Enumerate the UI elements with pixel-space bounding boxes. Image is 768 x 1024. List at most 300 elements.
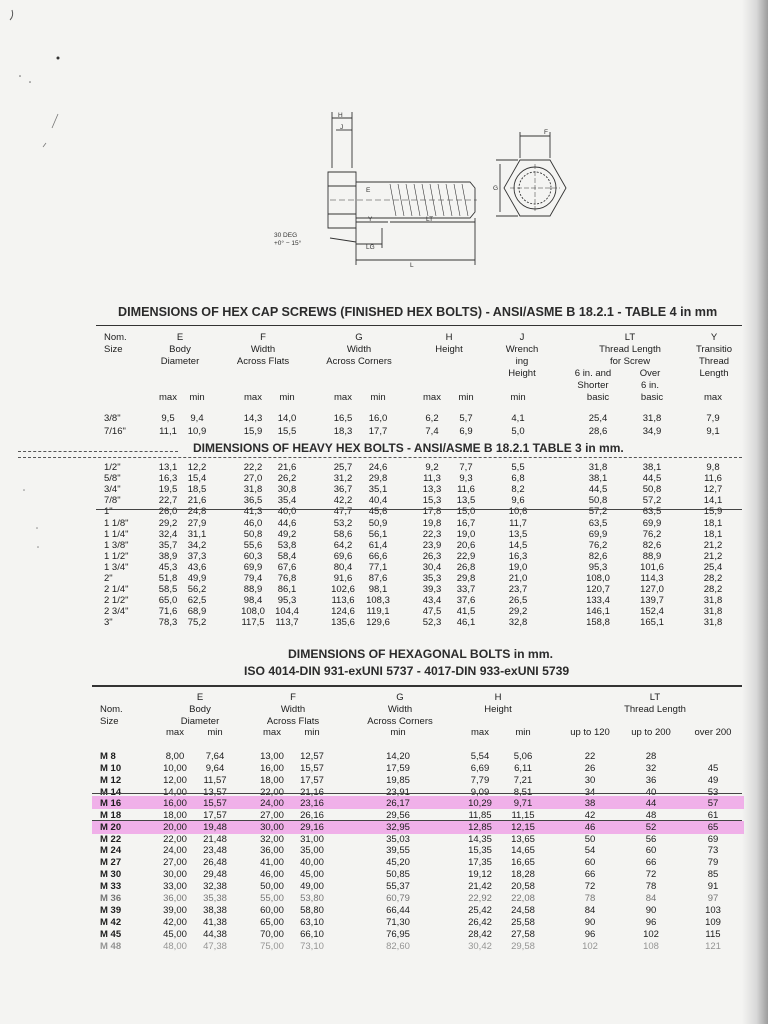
table2-row-4-col-9: 10,6 (508, 506, 528, 518)
table2-row-13-col-12: 31,8 (703, 606, 723, 618)
table2-row-0-col-0: 1/2" (104, 462, 121, 473)
table1-header-y-line-3: Length (699, 368, 729, 379)
table3-row-4-col-0: M 16 (100, 798, 122, 809)
table3-row-14-col-3: 65,00 (260, 917, 284, 928)
table3-row-9-col-10: 79 (707, 857, 719, 868)
table3-row-7-col-4: 31,00 (300, 834, 324, 845)
table3-line-1 (92, 820, 742, 821)
table3-row-8-col-9: 60 (645, 845, 657, 856)
table2-row-14-col-4: 113,7 (275, 617, 299, 629)
table2-row-7-col-9: 14,5 (508, 539, 528, 551)
table2-mid-rule (96, 509, 742, 510)
table2-row-2-col-5: 36,7 (333, 484, 353, 496)
table1-header-y-line-2: Thread (698, 356, 730, 367)
table2-row-1-col-2: 15,4 (187, 473, 207, 485)
table3-row-9-col-8: 60 (584, 857, 596, 868)
table2-row-2-col-7: 13,3 (422, 484, 442, 496)
table1-header-e-line-0: E (176, 332, 184, 343)
table1-header-g-line-0: G (355, 332, 363, 343)
table1-row-1-col-12: 9,1 (706, 426, 720, 437)
table2-row-14-col-10: 158,8 (586, 617, 610, 629)
table3-row-10-col-4: 45,00 (300, 869, 324, 880)
table3-row-16-col-10: 121 (705, 941, 721, 952)
table3-row-14-col-8: 90 (584, 917, 596, 928)
table3-subheader-3: min (304, 727, 320, 738)
table2-row-8-col-12: 21,2 (703, 550, 723, 562)
table2-row-0-col-4: 21,6 (277, 462, 297, 473)
table2-row-3-col-9: 9,6 (511, 495, 525, 507)
table3-row-5-col-10: 61 (707, 810, 719, 821)
table3-row-5-col-4: 26,16 (300, 810, 324, 821)
table1-header-g-line-2: Across Corners (326, 356, 392, 367)
table2-row-0-col-10: 31,8 (588, 462, 608, 473)
table3-row-7-col-8: 50 (584, 834, 596, 845)
table2-row-8-col-10: 82,6 (588, 550, 608, 562)
table2-row-9-col-11: 101,6 (640, 561, 664, 573)
table3-row-16-col-5: 82,60 (386, 941, 410, 952)
table3-header-g-line-1: Width (387, 704, 413, 715)
table3-row-16-col-2: 47,38 (203, 941, 227, 952)
table3-row-14-col-6: 26,42 (468, 917, 492, 928)
table2-row-3-col-1: 22,7 (158, 495, 178, 507)
table3-row-11-col-7: 20,58 (511, 881, 535, 892)
table2-row-10-col-2: 49,9 (187, 573, 207, 584)
table2-row-4-col-6: 45,6 (368, 506, 388, 518)
table3-row-0-col-7: 5,06 (513, 751, 533, 762)
table3-row-15-col-8: 96 (584, 929, 596, 940)
table1-row-1-col-3: 15,9 (243, 426, 263, 437)
table2-title: DIMENSIONS OF HEAVY HEX BOLTS - ANSI/ASME B 18.2.1 TABLE 3 in mm. (193, 441, 624, 455)
table2-row-3-col-2: 21,6 (187, 495, 207, 507)
table3-row-7-col-2: 21,48 (203, 834, 227, 845)
table2-row-2-col-4: 30,8 (277, 484, 297, 496)
table3-header-nom-line-1: Size (100, 716, 119, 727)
table2-row-3-col-3: 36,5 (243, 495, 263, 507)
table2-row-10-col-5: 91,6 (333, 573, 353, 584)
table2-row-11-col-0: 2 1/4" (104, 584, 129, 596)
drawing-label-h: H (338, 112, 343, 119)
table3-header-g-line-0: G (396, 692, 404, 703)
table1-header-f-line-1: Width (250, 344, 276, 355)
table3-row-15-col-2: 44,38 (203, 929, 227, 940)
table1-row-0-col-0: 3/8" (104, 413, 121, 424)
table2-row-13-col-4: 104,4 (275, 606, 299, 618)
table3-row-5-col-2: 17,57 (203, 810, 227, 821)
table3-row-7-col-7: 13,65 (511, 834, 535, 845)
table2-row-2-col-6: 35,1 (368, 484, 388, 496)
table3-row-15-col-7: 27,58 (511, 929, 535, 940)
table3-row-6-col-1: 20,00 (163, 822, 187, 833)
table2-row-2-col-12: 12,7 (703, 484, 723, 496)
table2-row-13-col-1: 71,6 (158, 606, 178, 618)
table3-row-7-col-9: 56 (645, 834, 657, 845)
table2-row-13-col-6: 119,1 (366, 606, 390, 618)
table2-row-1-col-8: 9,3 (459, 473, 473, 485)
table2-row-9-col-8: 26,8 (456, 561, 476, 573)
table3-row-14-col-2: 41,38 (203, 917, 227, 928)
table2-row-0-col-11: 38,1 (642, 462, 662, 473)
table2-row-3-col-11: 57,2 (642, 495, 662, 507)
table2-row-8-col-7: 26,3 (422, 550, 442, 562)
table3-row-4-col-2: 15,57 (203, 798, 227, 809)
table3-header-f-line-2: Across Flats (266, 716, 320, 727)
table1-header-lt-b-line-0: Over (639, 368, 661, 379)
table3-row-2-col-2: 11,57 (203, 775, 227, 786)
table2-row-9-col-4: 67,6 (277, 561, 297, 573)
table3-row-13-col-8: 84 (584, 905, 596, 916)
table1-row-1-col-11: 34,9 (642, 426, 662, 437)
table1-row-0-col-7: 6,2 (425, 413, 439, 424)
table3-header-h-line-0: H (494, 692, 502, 703)
table3-row-3-col-7: 8,51 (513, 787, 533, 798)
table2-row-12-col-4: 95,3 (277, 595, 297, 607)
table2-row-11-col-12: 28,2 (703, 584, 723, 596)
table2-row-12-col-2: 62,5 (187, 595, 207, 607)
table2-row-10-col-9: 21,0 (508, 573, 528, 584)
table2-row-8-col-1: 38,9 (158, 550, 178, 562)
table2-row-5-col-2: 27,9 (187, 517, 207, 529)
table1-subheader-4: max (334, 392, 352, 403)
table2-row-13-col-3: 108,0 (241, 606, 265, 618)
table1-title: DIMENSIONS OF HEX CAP SCREWS (FINISHED HEX BOLTS) - ANSI/ASME B 18.2.1 - TABLE 4 in mm (118, 305, 718, 319)
table2-row-12-col-0: 2 1/2" (104, 595, 129, 607)
table2-row-1-col-3: 27,0 (243, 473, 263, 485)
table3-subheader-5: max (471, 727, 489, 738)
table1-header-h-line-1: Height (435, 344, 463, 355)
table3-row-13-col-7: 24,58 (511, 905, 535, 916)
table2-row-6-col-0: 1 1/4" (104, 528, 129, 540)
table3-row-7-col-0: M 22 (100, 834, 122, 845)
table3-row-11-col-6: 21,42 (468, 881, 492, 892)
table3-title-line1: DIMENSIONS OF HEXAGONAL BOLTS in mm. (288, 647, 553, 661)
table2-row-7-col-7: 23,9 (422, 539, 442, 551)
table2-row-10-col-7: 35,3 (422, 573, 442, 584)
table3-row-16-col-8: 102 (582, 941, 598, 952)
table2-row-2-col-11: 50,8 (642, 484, 662, 496)
table3-row-13-col-0: M 39 (100, 905, 122, 916)
table3-row-4-col-10: 57 (707, 798, 719, 809)
table3-row-4-col-6: 10,29 (468, 798, 492, 809)
table2-row-14-col-12: 31,8 (703, 617, 723, 629)
table3-row-5-col-5: 29,56 (386, 810, 410, 821)
table3-row-2-col-0: M 12 (100, 775, 122, 786)
table2-row-14-col-7: 52,3 (422, 617, 442, 629)
drawing-label-lg: LG (366, 244, 375, 251)
table3-row-3-col-6: 9,09 (470, 787, 490, 798)
table2-row-13-col-5: 124,6 (331, 606, 355, 618)
table2-row-11-col-2: 56,2 (187, 584, 207, 596)
table2-row-3-col-10: 50,8 (588, 495, 608, 507)
table3-row-12-col-2: 35,38 (203, 893, 227, 904)
table3-row-7-col-10: 69 (707, 834, 719, 845)
table3-row-2-col-4: 17,57 (300, 775, 324, 786)
table3-row-3-col-9: 40 (645, 787, 657, 798)
table3-row-9-col-3: 41,00 (260, 857, 284, 868)
table3-row-10-col-10: 85 (707, 869, 719, 880)
table3-row-11-col-3: 50,00 (260, 881, 284, 892)
table3-row-4-col-4: 23,16 (300, 798, 324, 809)
table3-row-1-col-4: 15,57 (300, 763, 324, 774)
table3-row-5-col-6: 11,85 (468, 810, 492, 821)
table2-row-13-col-2: 68,9 (187, 606, 207, 618)
table3-row-0-col-4: 12,57 (300, 751, 324, 762)
table2-row-8-col-6: 66,6 (368, 550, 388, 562)
table2-row-7-col-3: 55,6 (243, 539, 263, 551)
table2-rule (18, 457, 742, 458)
table1-header-nom-line-1: Size (104, 344, 123, 355)
table2-row-9-col-10: 95,3 (588, 561, 608, 573)
table2-row-6-col-8: 19,0 (456, 528, 476, 540)
table3-row-12-col-8: 78 (584, 893, 596, 904)
table2-row-0-col-2: 12,2 (187, 462, 207, 473)
table3-row-15-col-3: 70,00 (260, 929, 284, 940)
table2-row-9-col-9: 19,0 (508, 561, 528, 573)
table3-row-5-col-8: 42 (584, 810, 596, 821)
table2-row-13-col-7: 47,5 (422, 606, 442, 618)
table2-row-5-col-11: 69,9 (642, 517, 662, 529)
table2-row-1-col-5: 31,2 (333, 473, 353, 485)
table1-header-lt-line-2: for Screw (609, 356, 651, 367)
table2-row-9-col-6: 77,1 (368, 561, 388, 573)
table3-row-9-col-4: 40,00 (300, 857, 324, 868)
table2-row-11-col-6: 98,1 (368, 584, 388, 596)
table1-row-0-col-11: 31,8 (642, 413, 662, 424)
table3-row-2-col-3: 18,00 (260, 775, 284, 786)
table3-row-13-col-4: 58,80 (300, 905, 324, 916)
table1-header-j-line-2: ing (515, 356, 529, 367)
table2-row-2-col-9: 8,2 (511, 484, 525, 496)
table3-row-0-col-1: 8,00 (165, 751, 185, 762)
table2-row-3-col-8: 13,5 (456, 495, 476, 507)
table3-subheader-6: min (515, 727, 531, 738)
table1-header-lt-a-line-0: 6 in. and (574, 368, 612, 379)
table2-row-12-col-3: 98,4 (243, 595, 263, 607)
table2-row-9-col-2: 43,6 (187, 561, 207, 573)
table1-subheader-10: basic (640, 392, 664, 403)
table1-header-lt-b-line-1: 6 in. (641, 380, 659, 391)
table3-row-12-col-3: 55,00 (260, 893, 284, 904)
table1-row-1-col-5: 18,3 (333, 426, 353, 437)
table2-row-6-col-5: 58,6 (333, 528, 353, 540)
table3-row-4-col-1: 16,00 (163, 798, 187, 809)
table2-row-11-col-5: 102,6 (331, 584, 355, 596)
table3-row-4-col-5: 26,17 (386, 798, 410, 809)
table2-row-10-col-11: 114,3 (640, 573, 664, 584)
table2-row-10-col-4: 76,8 (277, 573, 297, 584)
table2-row-13-col-9: 29,2 (508, 606, 528, 618)
table2-row-12-col-8: 37,6 (456, 595, 476, 607)
table2-row-7-col-12: 21,2 (703, 539, 723, 551)
table3-row-11-col-10: 91 (707, 881, 719, 892)
table2-row-5-col-1: 29,2 (158, 517, 178, 529)
table3-row-10-col-9: 72 (645, 869, 657, 880)
table3-row-5-col-7: 11,15 (511, 810, 535, 821)
table2-row-12-col-7: 43,4 (422, 595, 442, 607)
table1-top-rule (96, 325, 742, 326)
table1-row-1-col-4: 15,5 (277, 426, 297, 437)
table3-row-6-col-5: 32,95 (386, 822, 410, 833)
table3-row-7-col-6: 14,35 (468, 834, 492, 845)
table3-row-12-col-1: 36,00 (163, 893, 187, 904)
table3-row-0-col-5: 14,20 (386, 751, 410, 762)
table2-row-5-col-0: 1 1/8" (104, 517, 129, 529)
drawing-label-f: F (544, 129, 548, 136)
table2-row-7-col-11: 82,6 (642, 539, 662, 551)
table1-header-lt-line-0: LT (624, 332, 636, 343)
table2-row-2-col-10: 44,5 (588, 484, 608, 496)
table2-row-11-col-1: 58,5 (158, 584, 178, 596)
table3-row-3-col-0: M 14 (100, 787, 122, 798)
table3-row-9-col-1: 27,00 (163, 857, 187, 868)
table3-row-16-col-3: 75,00 (260, 941, 284, 952)
table2-row-8-col-2: 37,3 (187, 550, 207, 562)
table1-row-0-col-3: 14,3 (243, 413, 263, 424)
table3-row-8-col-1: 24,00 (163, 845, 187, 856)
table2-row-4-col-7: 17,8 (422, 506, 442, 518)
table3-row-8-col-4: 35,00 (300, 845, 324, 856)
table2-row-14-col-3: 117,5 (241, 617, 265, 629)
table3-row-6-col-4: 29,16 (300, 822, 324, 833)
table3-row-1-col-8: 26 (584, 763, 596, 774)
table3-row-14-col-7: 25,58 (511, 917, 535, 928)
table3-row-10-col-5: 50,85 (386, 869, 410, 880)
table2-row-3-col-5: 42,2 (333, 495, 353, 507)
table2-row-1-col-12: 11,6 (704, 473, 722, 485)
table2-row-6-col-12: 18,1 (703, 528, 723, 540)
table3-row-3-col-3: 22,00 (260, 787, 284, 798)
table2-row-12-col-9: 26,5 (508, 595, 528, 607)
table1-row-1-col-1: 11,1 (159, 426, 177, 437)
table3-row-9-col-2: 26,48 (203, 857, 227, 868)
table2-row-0-col-1: 13,1 (158, 462, 178, 473)
table3-row-11-col-8: 72 (584, 881, 596, 892)
table2-row-2-col-1: 19,5 (158, 484, 178, 496)
table2-row-7-col-6: 61,4 (368, 539, 388, 551)
table3-row-15-col-9: 102 (643, 929, 659, 940)
drawing-label-j: J (340, 124, 344, 131)
table3-subheader-4: min (390, 727, 406, 738)
table3-row-3-col-5: 23,91 (386, 787, 410, 798)
table3-row-9-col-7: 16,65 (511, 857, 535, 868)
hex-bolt-technical-drawing (270, 110, 580, 270)
table3-row-12-col-4: 53,80 (300, 893, 324, 904)
table3-row-11-col-1: 33,00 (163, 881, 187, 892)
table3-row-1-col-3: 16,00 (260, 763, 284, 774)
table3-row-0-col-6: 5,54 (470, 751, 490, 762)
table2-row-12-col-12: 31,8 (703, 595, 723, 607)
table3-row-3-col-8: 34 (584, 787, 596, 798)
table2-row-1-col-0: 5/8" (104, 473, 121, 485)
table2-row-4-col-11: 63,5 (642, 506, 662, 518)
table2-row-4-col-0: 1" (104, 506, 113, 518)
table2-row-0-col-8: 7,7 (459, 462, 473, 473)
table1-subheader-6: max (423, 392, 441, 403)
table3-row-2-col-7: 7,21 (513, 775, 533, 786)
table2-row-6-col-7: 22,3 (422, 528, 442, 540)
table2-row-8-col-8: 22,9 (456, 550, 476, 562)
table3-row-11-col-5: 55,37 (386, 881, 410, 892)
table2-row-0-col-3: 22,2 (243, 462, 263, 473)
table1-header-j-line-0: J (519, 332, 525, 343)
table3-row-2-col-1: 12,00 (163, 775, 187, 786)
table3-subheader-8: up to 200 (631, 727, 671, 738)
table1-header-j-line-1: Wrench (505, 344, 539, 355)
table3-row-10-col-7: 18,28 (511, 869, 535, 880)
table3-row-12-col-10: 97 (707, 893, 719, 904)
table2-row-6-col-11: 76,2 (642, 528, 662, 540)
table3-row-15-col-0: M 45 (100, 929, 122, 940)
table2-row-6-col-1: 32,4 (158, 528, 178, 540)
table1-header-f-line-0: F (260, 332, 266, 343)
table2-row-11-col-3: 88,9 (243, 584, 263, 596)
table2-row-12-col-6: 108,3 (366, 595, 390, 607)
table2-row-11-col-10: 120,7 (586, 584, 610, 596)
table3-row-3-col-2: 13,57 (203, 787, 227, 798)
table3-subheader-7: up to 120 (570, 727, 610, 738)
table2-row-14-col-6: 129,6 (366, 617, 390, 629)
table3-row-2-col-6: 7,79 (470, 775, 490, 786)
table2-row-3-col-0: 7/8" (104, 495, 121, 507)
table3-row-2-col-8: 30 (584, 775, 596, 786)
table1-row-0-col-4: 14,0 (277, 413, 297, 424)
table2-row-6-col-2: 31,1 (187, 528, 207, 540)
table3-row-0-col-0: M 8 (100, 751, 116, 762)
table3-header-g-line-2: Across Corners (367, 716, 433, 727)
table3-row-7-col-1: 22,00 (163, 834, 187, 845)
table2-row-7-col-5: 64,2 (333, 539, 353, 551)
table2-row-8-col-3: 60,3 (243, 550, 263, 562)
drawing-label-y: Y (368, 216, 373, 223)
table3-subheader-0: max (166, 727, 184, 738)
table3-row-9-col-0: M 27 (100, 857, 122, 868)
table1-row-1-col-6: 17,7 (368, 426, 388, 437)
table2-left-dash (18, 451, 178, 452)
table3-row-1-col-2: 9,64 (205, 763, 225, 774)
table3-row-13-col-3: 60,00 (260, 905, 284, 916)
table2-row-3-col-6: 40,4 (368, 495, 388, 507)
table3-header-e-line-2: Diameter (180, 716, 220, 727)
table2-row-4-col-8: 15,0 (456, 506, 476, 518)
table2-row-7-col-2: 34,2 (187, 539, 207, 551)
table2-row-1-col-11: 44,5 (642, 473, 662, 485)
table3-row-12-col-5: 60,79 (386, 893, 410, 904)
table3-row-1-col-1: 10,00 (163, 763, 187, 774)
table1-subheader-2: max (244, 392, 262, 403)
table2-row-1-col-7: 11,3 (423, 473, 441, 485)
table2-row-11-col-9: 23,7 (508, 584, 528, 596)
table1-header-f-line-2: Across Flats (236, 356, 290, 367)
table3-row-12-col-7: 22,08 (511, 893, 535, 904)
table3-row-11-col-2: 32,38 (203, 881, 227, 892)
table3-row-16-col-0: M 48 (100, 941, 122, 952)
table3-row-1-col-10: 45 (707, 763, 719, 774)
table2-row-9-col-3: 69,9 (243, 561, 263, 573)
table2-row-9-col-5: 80,4 (333, 561, 353, 573)
table2-row-7-col-0: 1 3/8" (104, 539, 129, 551)
table3-row-12-col-0: M 36 (100, 893, 122, 904)
table3-row-13-col-9: 90 (645, 905, 657, 916)
table2-row-8-col-5: 69,6 (333, 550, 353, 562)
drawing-tol-label: +0° − 15° (274, 240, 302, 247)
table3-row-15-col-1: 45,00 (163, 929, 187, 940)
table1-subheader-1: min (189, 392, 205, 403)
drawing-label-lt: LT (426, 216, 434, 223)
table3-row-11-col-0: M 33 (100, 881, 122, 892)
table3-row-5-col-1: 18,00 (163, 810, 187, 821)
table1-row-1-col-8: 6,9 (459, 426, 473, 437)
table3-row-1-col-7: 6,11 (514, 763, 532, 774)
table3-row-16-col-6: 30,42 (468, 941, 492, 952)
